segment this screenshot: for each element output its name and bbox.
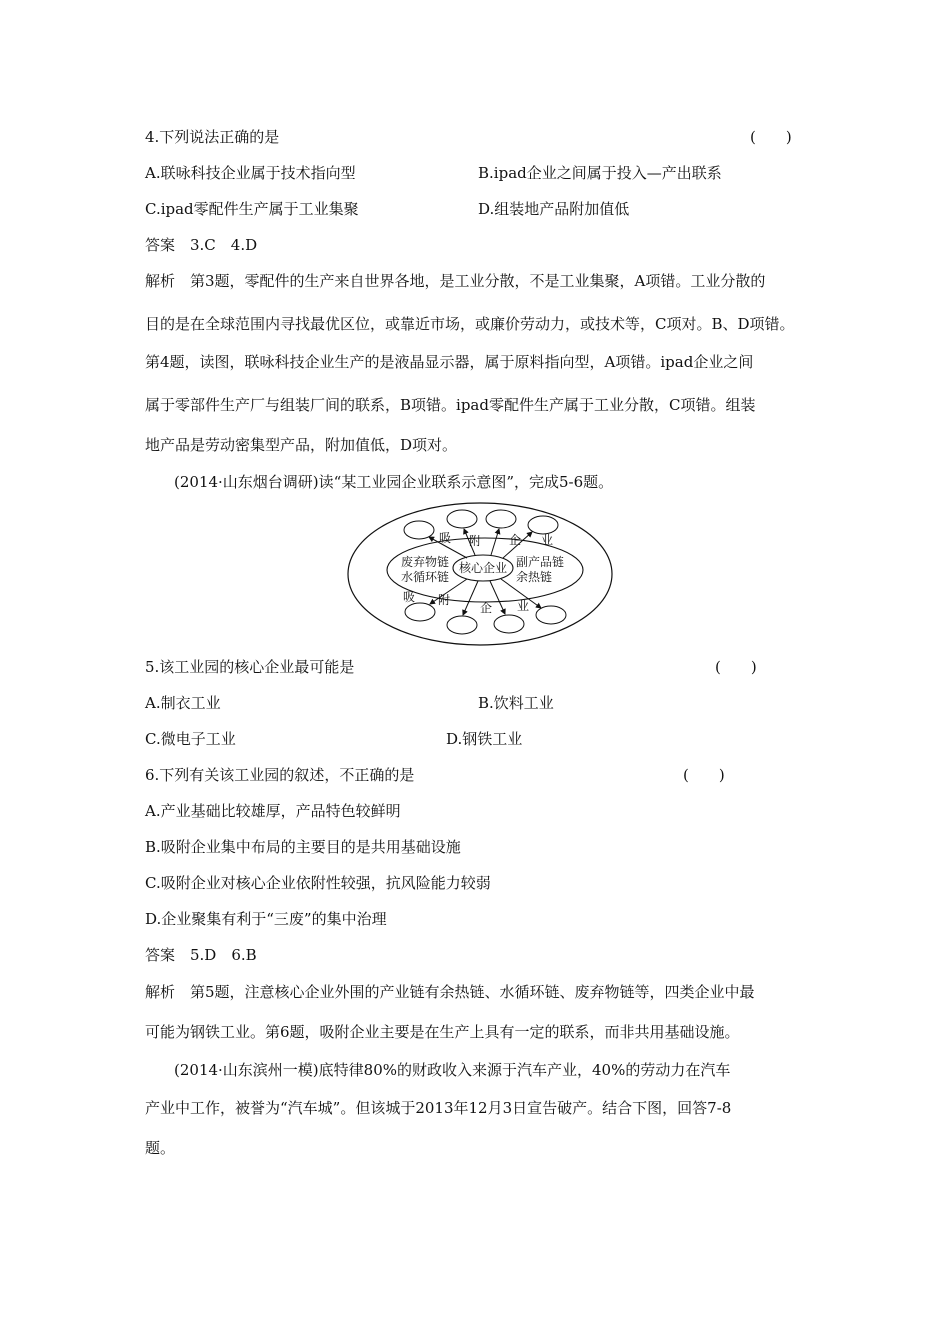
explanation-5-6-line1: 解析 第5题，注意核心企业外围的产业链有余热链、水循环链、废弃物链等，四类企业中最 xyxy=(145,983,755,1001)
top-enterprise-4 xyxy=(528,516,558,534)
q4-option-b: B.ipad企业之间属于投入—产出联系 xyxy=(478,164,722,182)
top-label-2: 附 xyxy=(469,534,482,548)
intro-7-8-line2: 产业中工作，被誉为“汽车城”。但该城于2013年12月3日宣告破产。结合下图，回答7-8 xyxy=(145,1099,732,1117)
bottom-label-4: 业 xyxy=(517,599,530,613)
q5-option-a: A.制衣工业 xyxy=(145,694,221,712)
q4-option-d: D.组装地产品附加值低 xyxy=(478,200,630,218)
top-label-3: 企 xyxy=(509,533,522,547)
q4-option-c: C.ipad零配件生产属于工业集聚 xyxy=(145,200,359,218)
q6-option-a: A.产业基础比较雄厚，产品特色较鲜明 xyxy=(145,802,401,820)
bottom-enterprise-1 xyxy=(405,603,435,621)
q4-stem: 4.下列说法正确的是 xyxy=(145,128,280,146)
bottom-label-3: 企 xyxy=(480,601,493,615)
q6-option-d: D.企业聚集有利于“三废”的集中治理 xyxy=(145,910,387,928)
intro-7-8-line1: (2014·山东滨州一模)底特律80%的财政收入来源于汽车产业，40%的劳动力在汽车 xyxy=(174,1061,731,1079)
intro-7-8-line3: 题。 xyxy=(145,1139,176,1157)
explanation-3-4-line1: 解析 第3题，零配件的生产来自世界各地，是工业分散，不是工业集聚，A项错。工业分散的 xyxy=(145,272,766,290)
bottom-enterprise-2 xyxy=(447,616,477,634)
waste-chain-label: 废弃物链 xyxy=(400,555,450,569)
byproduct-chain-label: 副产品链 xyxy=(515,555,565,569)
explanation-3-4-line2: 目的是在全球范围内寻找最优区位，或靠近市场，或廉价劳动力，或技术等，C项对。B、D项错。 xyxy=(145,315,795,333)
industrial-park-diagram xyxy=(345,500,615,648)
top-label-1: 吸 xyxy=(439,531,452,545)
q5-answer-paren: ( ) xyxy=(715,658,757,676)
q6-answer-paren: ( ) xyxy=(683,766,725,784)
bottom-label-2: 附 xyxy=(438,593,451,607)
q6-option-c: C.吸附企业对核心企业依附性较强，抗风险能力较弱 xyxy=(145,874,491,892)
q4-answer-paren: ( ) xyxy=(750,128,792,146)
explanation-3-4-line5: 地产品是劳动密集型产品，附加值低，D项对。 xyxy=(145,436,458,454)
waste-heat-chain-label: 余热链 xyxy=(515,570,553,584)
bottom-enterprise-3 xyxy=(494,615,524,633)
answer-3-4: 答案 3.C 4.D xyxy=(145,236,258,254)
top-label-4: 业 xyxy=(541,533,554,547)
water-chain-label: 水循环链 xyxy=(400,570,450,584)
q6-option-b: B.吸附企业集中布局的主要目的是共用基础设施 xyxy=(145,838,461,856)
q6-stem: 6.下列有关该工业园的叙述，不正确的是 xyxy=(145,766,415,784)
intro-5-6: (2014·山东烟台调研)读“某工业园企业联系示意图”，完成5-6题。 xyxy=(174,473,614,491)
bottom-label-1: 吸 xyxy=(403,590,416,604)
top-enterprise-1 xyxy=(404,521,434,539)
core-enterprise-label: 核心企业 xyxy=(458,561,508,575)
q5-stem: 5.该工业园的核心企业最可能是 xyxy=(145,658,355,676)
explanation-3-4-line4: 属于零部件生产厂与组装厂间的联系，B项错。ipad零配件生产属于工业分散，C项错。组装 xyxy=(145,396,756,414)
q4-option-a: A.联咏科技企业属于技术指向型 xyxy=(145,164,356,182)
explanation-3-4-line3: 第4题，读图，联咏科技企业生产的是液晶显示器，属于原料指向型，A项错。ipad企业之间 xyxy=(145,353,754,371)
answer-5-6: 答案 5.D 6.B xyxy=(145,946,257,964)
bottom-enterprise-4 xyxy=(536,606,566,624)
top-enterprise-2 xyxy=(447,510,477,528)
q5-option-c: C.微电子工业 xyxy=(145,730,236,748)
q5-option-b: B.饮料工业 xyxy=(478,694,554,712)
explanation-5-6-line2: 可能为钢铁工业。第6题，吸附企业主要是在生产上具有一定的联系，而非共用基础设施。 xyxy=(145,1023,740,1041)
q5-option-d: D.钢铁工业 xyxy=(446,730,523,748)
top-enterprise-3 xyxy=(486,510,516,528)
